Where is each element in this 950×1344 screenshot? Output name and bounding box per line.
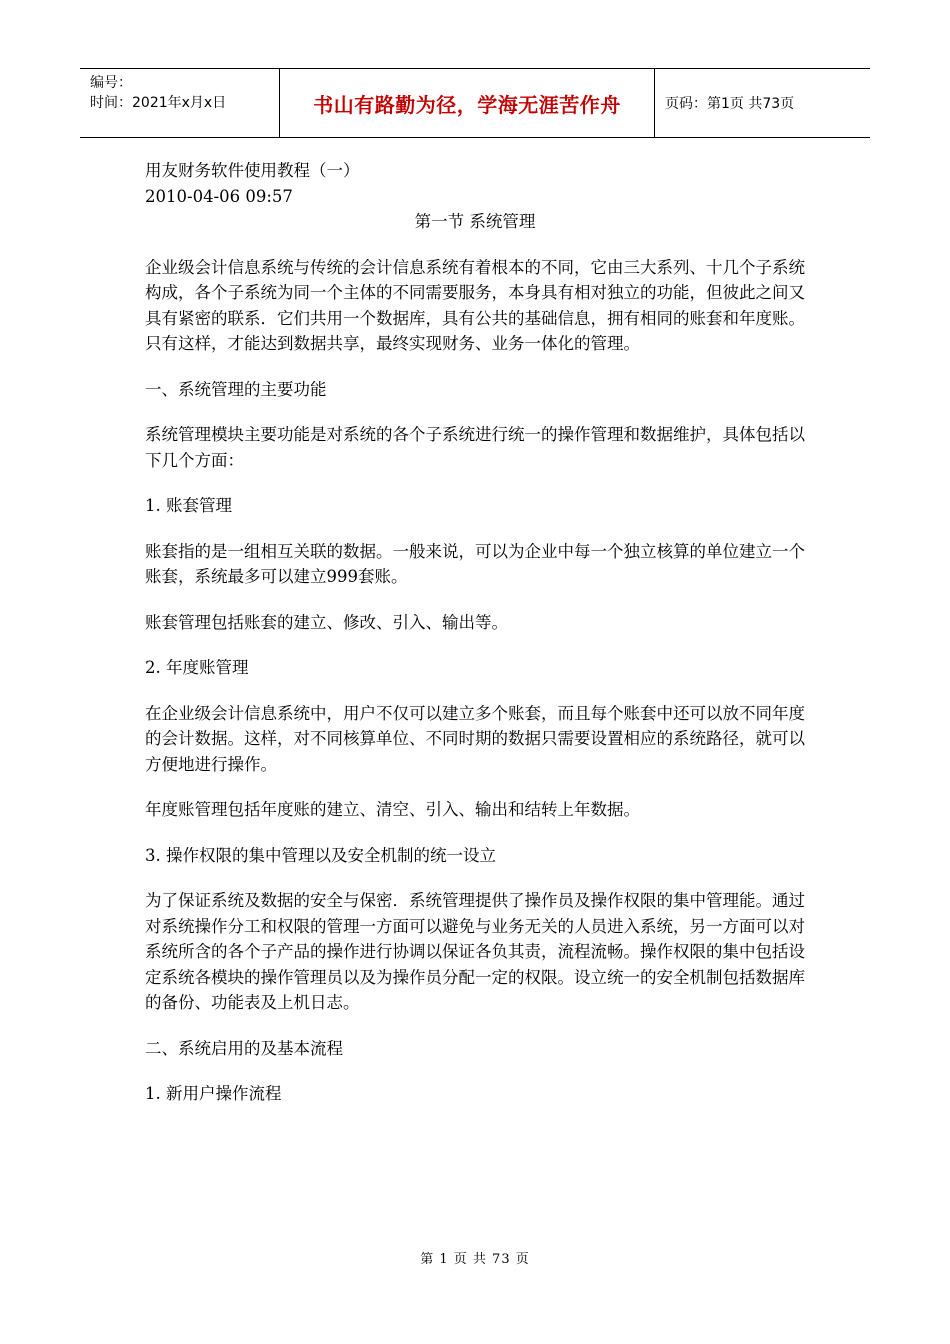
subheading: 1. 账套管理 [145,496,232,515]
time-label: 时间：2021年x月x日 [90,95,227,111]
doc-title: 用友财务软件使用教程（一） [145,161,360,180]
page-header [80,68,870,138]
paragraph: 系统管理模块主要功能是对系统的各个子系统进行统一的操作管理和数据维护，具体包括以下几个方面： [145,425,805,470]
document-body [145,158,805,1127]
subheading: 2. 年度账管理 [145,658,249,677]
paragraph: 账套指的是一组相互关联的数据。一般来说，可以为企业中每一个独立核算的单位建立一个账套，系统最多可以建立999套账。 [145,541,805,586]
header-meta [80,69,280,137]
paragraph: 企业级会计信息系统与传统的会计信息系统有着根本的不同，它由三大系列、十几个子系统构成，各个子系统为同一个主体的不同需要服务，本身具有相对独立的功能，但彼此之间又具有紧密的联系．它们共用一个数据库，具有公共的基础信息，拥有相同的账套和年度账。只有这样，才能达到数据共享，最终实现财务、业务一体化的管理。 [145,257,805,353]
heading: 一、系统管理的主要功能 [145,379,327,399]
page-footer: 第 1 页 共 73 页 [420,1252,530,1267]
subheading: 1. 新用户操作流程 [145,1084,282,1103]
subheading: 3. 操作权限的集中管理以及安全机制的统一设立 [145,845,496,865]
paragraph: 年度账管理包括年度账的建立、清空、引入、输出和结转上年数据。 [145,800,640,819]
header-page-info: 页码：第1页 共73页 [665,96,795,112]
section-title: 第一节 系统管理 [414,212,536,231]
doc-date: 2010-04-06 09:57 [145,186,293,206]
paragraph: 为了保证系统及数据的安全与保密．系统管理提供了操作员及操作权限的集中管理能。通过对系统操作分工和权限的管理一方面可以避免与业务无关的人员进入系统，另一方面可以对系统所含的各个子产品的操作进行协调以保证各负其责，流程流畅。操作权限的集中包括设定系统各模块的操作管理员以及为操作员分配一定的权限。设立统一的安全机制包括数据库的备份、功能表及上机日志。 [145,891,805,1012]
number-label: 编号： [90,75,132,91]
heading: 二、系统启用的及基本流程 [145,1038,343,1058]
header-motto: 书山有路勤为径，学海无涯苦作舟 [280,69,655,137]
paragraph: 账套管理包括账套的建立、修改、引入、输出等。 [145,612,508,632]
paragraph: 在企业级会计信息系统中，用户不仅可以建立多个账套，而且每个账套中还可以放不同年度的会计数据。这样，对不同核算单位、不同时期的数据只需要设置相应的系统路径，就可以方便地进行操作。 [145,703,805,774]
